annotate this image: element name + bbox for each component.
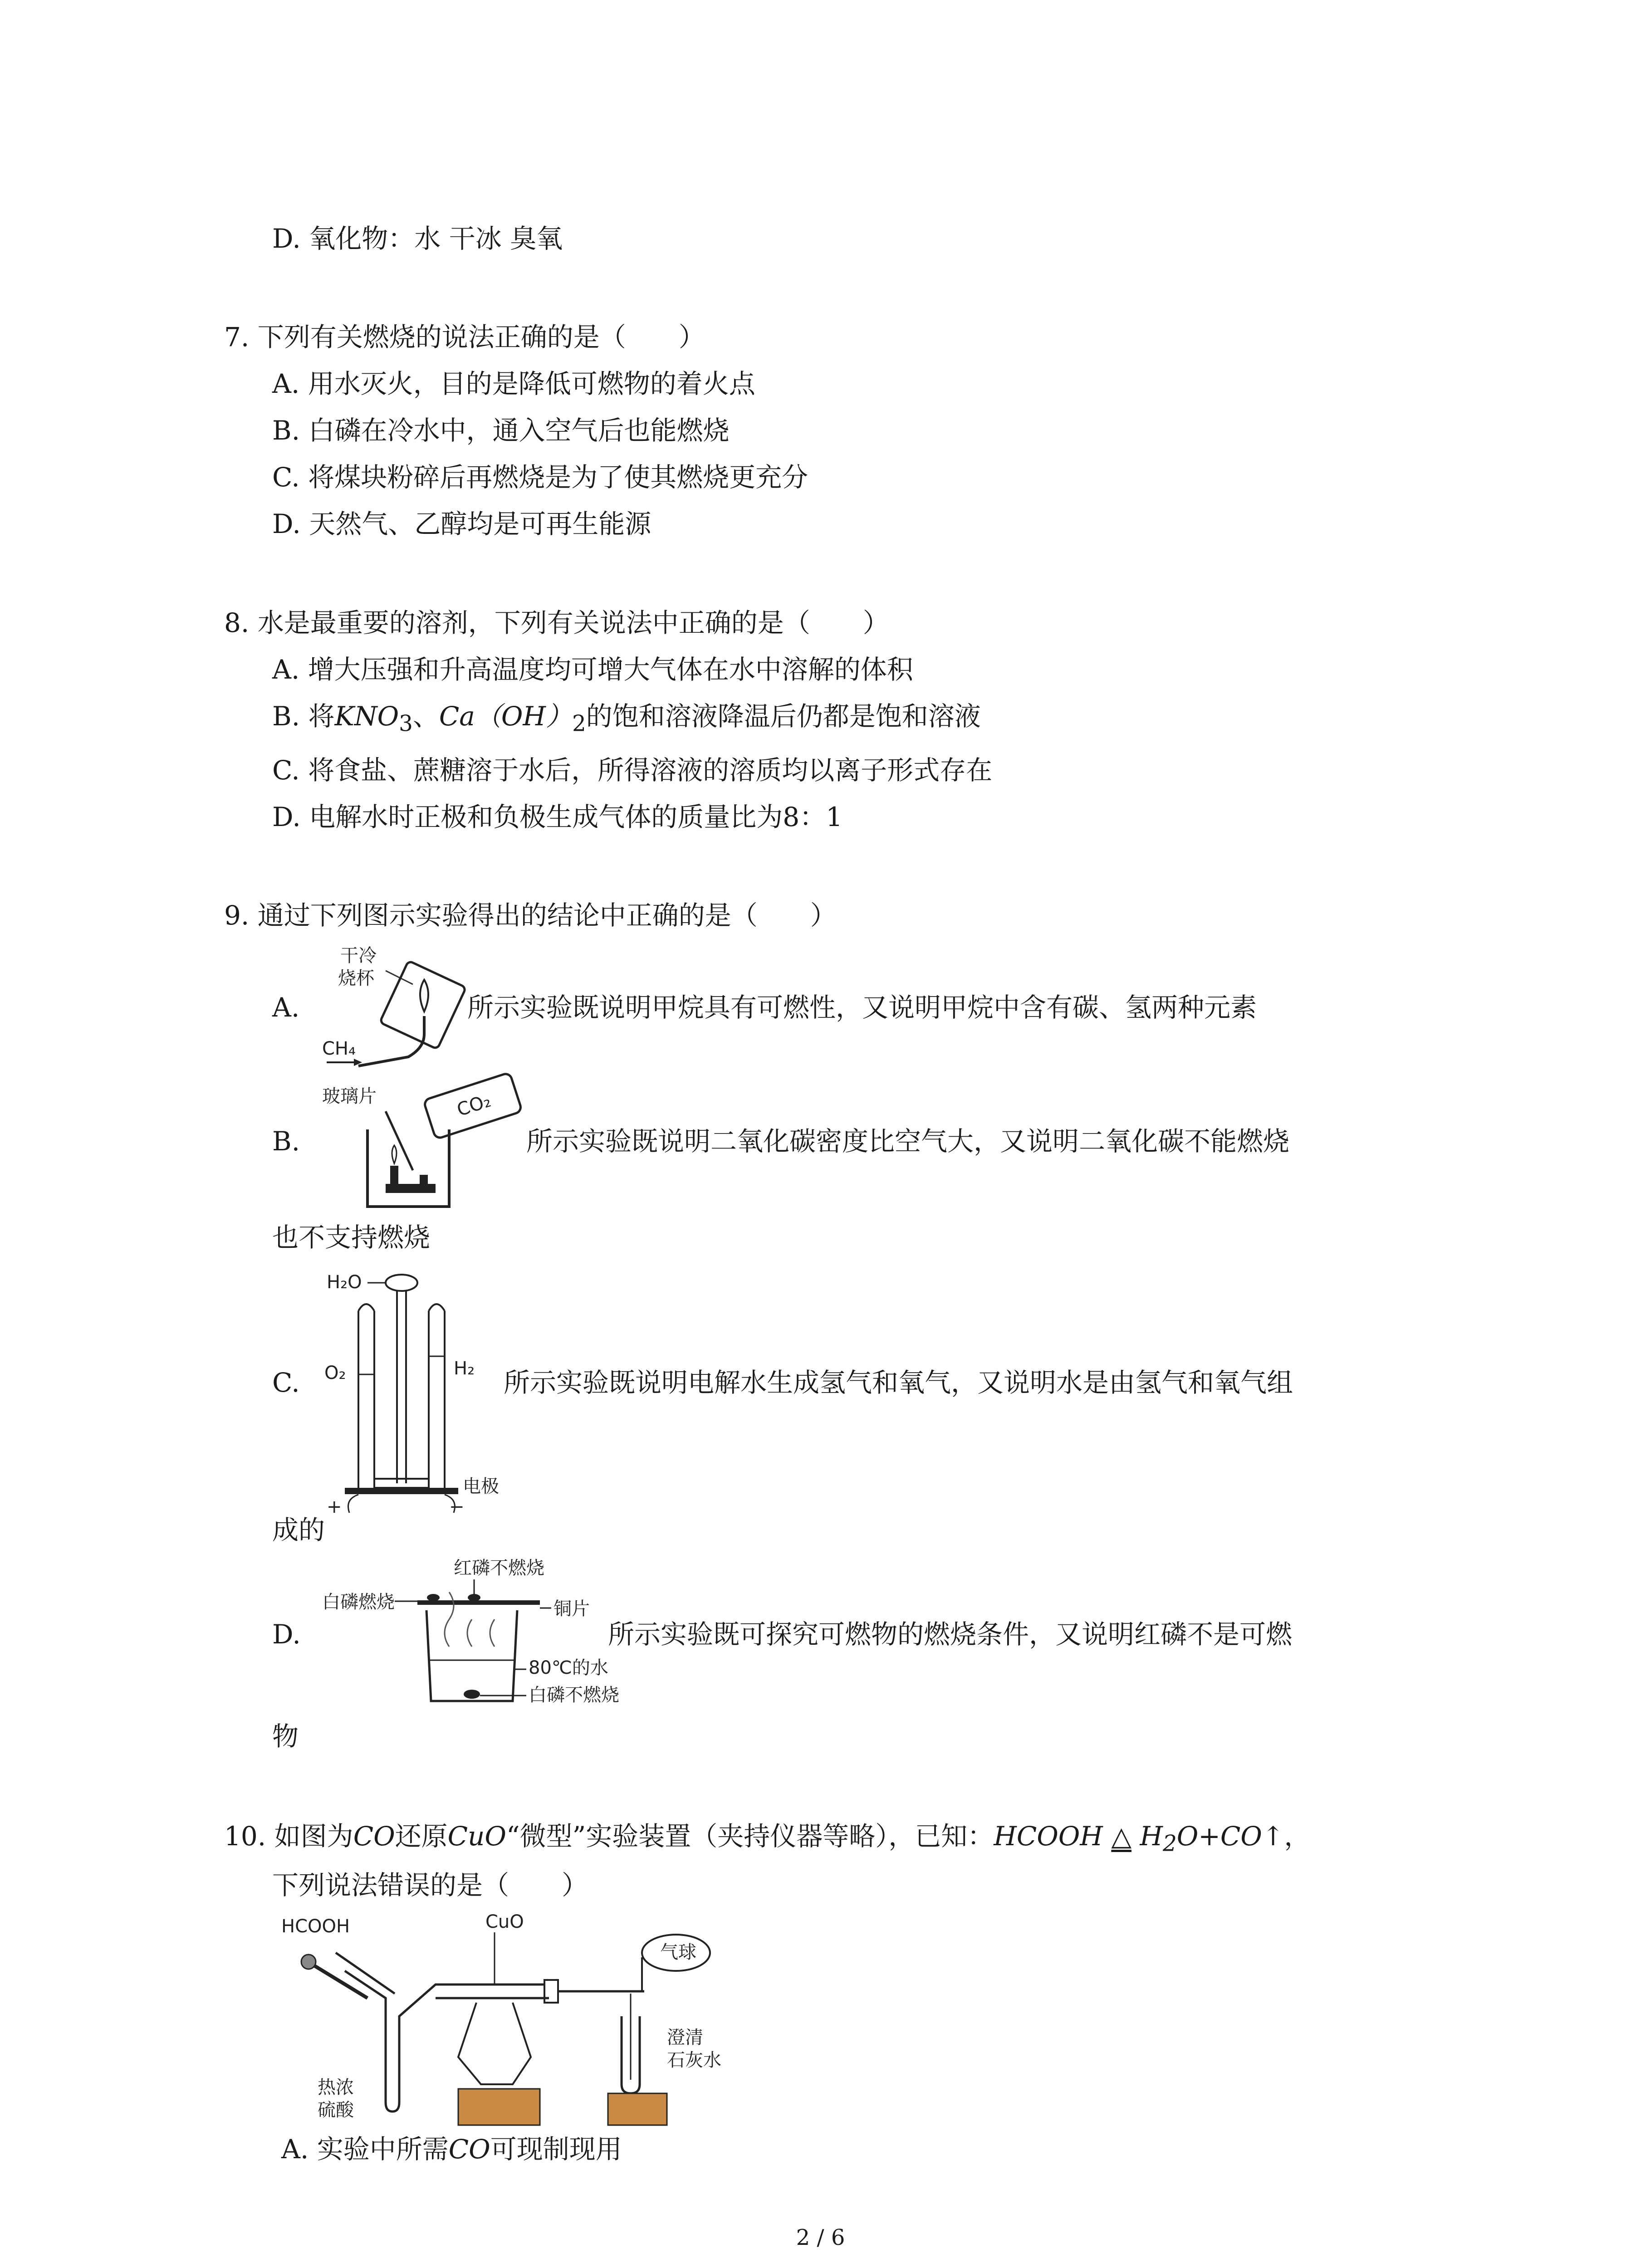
methane-combustion-figure [318,943,467,1075]
fig-label: + [327,1496,342,1517]
subscript: 2 [572,711,586,737]
fig-label: CuO [485,1911,524,1932]
q10-stem-part: 还原 [395,1821,448,1852]
q6-option-d: D. 氧化物：水 干冰 臭氧 [272,223,563,254]
fig-label: 电极 [463,1476,499,1497]
q7-stem: 7. 下列有关燃烧的说法正确的是（ ） [224,322,705,352]
fig-label: − [449,1496,465,1517]
fig-label: H₂O [327,1272,362,1293]
fig-label: 玻璃片 [322,1086,377,1107]
subscript: 3 [399,711,413,737]
formula-h2o-co [1140,1821,1284,1857]
fig-label: 干冷 [340,945,377,966]
formula-co: CO [448,2134,490,2165]
formula-caoh2: Ca（OH） [439,701,572,732]
q8-option-d: D. 电解水时正极和负极生成气体的质量比为8：1 [272,802,843,832]
fig-label: 气球 [660,1942,696,1963]
fig-label: CH₄ [322,1038,356,1059]
q10-stem-line2: 下列说法错误的是（ ） [272,1870,588,1901]
q9-d-letter: D. [272,1619,301,1650]
q10-a-prefix: A. 实验中所需 [281,2134,449,2165]
fig-label: H₂ [454,1358,475,1379]
q9-stem: 9. 通过下列图示实验得出的结论中正确的是（ ） [224,900,837,931]
fig-label: 白磷不燃烧 [529,1685,619,1706]
q10-stem-part: “微型”实验装置（夹持仪器等略），已知： [506,1821,994,1852]
q9-a-text: 所示实验既说明甲烷具有可燃性，又说明甲烷中含有碳、氢两种元素 [467,992,1257,1023]
q9-c-letter: C. [272,1367,300,1398]
fig-label: 铜片 [554,1598,590,1619]
fig-label: 硫酸 [318,2100,354,2121]
q10-option-a [281,2132,622,2166]
electrolysis-figure [318,1266,508,1520]
q8-option-b [272,699,981,741]
fig-label: O₂ [324,1363,346,1383]
q8-option-a: A. 增大压强和升高温度均可增大气体在水中溶解的体积 [272,654,913,685]
q9-b-cont: 也不支持燃烧 [272,1222,431,1253]
q9-b-letter: B. [272,1126,300,1157]
q8-b-mid: 、 [412,701,439,732]
formula-part: H [1140,1821,1163,1852]
q9-d-text: 所示实验既可探究可燃物的燃烧条件，又说明红磷不是可燃 [608,1619,1293,1650]
fig-label: 白磷燃烧 [322,1592,395,1613]
q8-b-suffix: 的饱和溶液降温后仍都是饱和溶液 [586,701,981,732]
q7-option-c: C. 将煤块粉碎后再燃烧是为了使其燃烧更充分 [272,462,808,493]
fig-label: 热浓 [318,2077,354,2098]
q8-option-c: C. 将食盐、蔗糖溶于水后，所得溶液的溶质均以离子形式存在 [272,755,993,786]
q7-option-b: B. 白磷在冷水中，通入空气后也能燃烧 [272,415,730,446]
formula-co: CO [353,1821,395,1852]
formula-part: O+CO↑ [1176,1821,1284,1852]
fig-label: 红磷不燃烧 [454,1558,544,1579]
q9-c-cont: 成的 [272,1515,325,1545]
q8-stem: 8. 水是最重要的溶剂，下列有关说法中正确的是（ ） [224,607,889,638]
q10-stem-part: 10. 如图为 [224,1821,353,1852]
q7-option-a: A. 用水灭火，目的是降低可燃物的着火点 [272,368,755,399]
formula-kno3: KNO [334,701,399,732]
q7-option-d: D. 天然气、乙醇均是可再生能源 [272,508,652,539]
formula-cuo: CuO [447,1821,506,1852]
q9-b-text: 所示实验既说明二氧化碳密度比空气大，又说明二氧化碳不能燃烧 [526,1126,1290,1157]
co2-candle-figure [318,1075,526,1211]
q9-d-cont: 物 [272,1721,299,1752]
page-number: 2 / 6 [796,2225,845,2250]
q10-stem-part: ， [1284,1821,1311,1852]
fig-label: 澄清 [667,2027,703,2048]
formula-hcooh: HCOOH [994,1821,1103,1852]
q10-stem [224,1819,1310,1861]
subscript: 2 [1162,1831,1177,1857]
q10-a-suffix: 可现制现用 [490,2134,622,2165]
q8-b-prefix: B. 将 [272,701,335,732]
phosphorus-combustion-figure [318,1556,619,1719]
fig-label: HCOOH [281,1916,350,1937]
co-reduction-apparatus-figure [277,1912,758,2125]
q9-c-text: 所示实验既说明电解水生成氢气和氧气，又说明水是由氢气和氧气组 [504,1367,1293,1398]
q9-a-letter: A. [272,992,300,1023]
fig-label: 烧杯 [338,968,374,989]
fig-label: 80℃的水 [529,1657,608,1678]
fig-label: CO₂ [454,1090,494,1121]
heating-condition: △ [1111,1821,1132,1852]
fig-label: 石灰水 [667,2050,721,2071]
